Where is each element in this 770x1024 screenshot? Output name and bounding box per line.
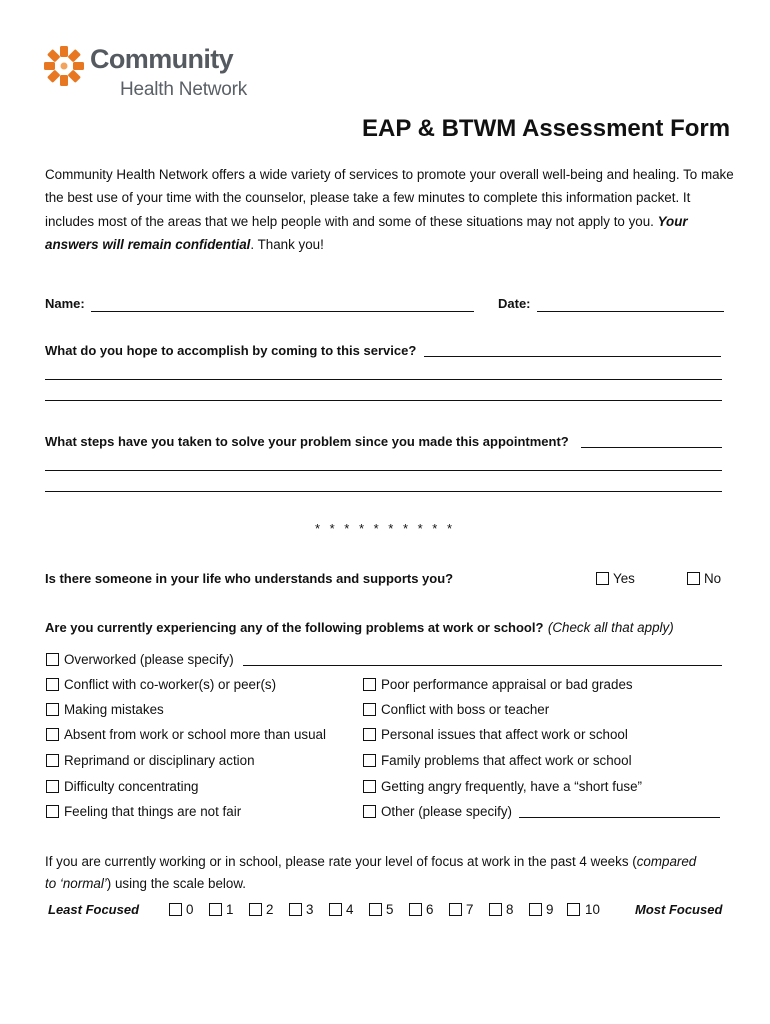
focus-scale-label: 5 <box>386 902 394 917</box>
problem-right-checkbox[interactable] <box>363 703 376 716</box>
most-focused-label: Most Focused <box>635 902 723 917</box>
problem-right-label: Personal issues that affect work or school <box>381 727 628 742</box>
problem-left-label: Reprimand or disciplinary action <box>64 753 255 768</box>
least-focused-label: Least Focused <box>48 902 140 917</box>
focus-italic-2: to ‘normal’ <box>45 876 107 891</box>
problem-overworked-label: Overworked (please specify) <box>64 652 234 667</box>
focus-scale-label: 2 <box>266 902 274 917</box>
name-field[interactable] <box>91 311 474 312</box>
problem-left-label: Making mistakes <box>64 702 164 717</box>
problems-question: Are you currently experiencing any of the following problems at work or school? <box>45 620 544 635</box>
problems-question-row <box>45 619 674 637</box>
intro-closing: . Thank you! <box>250 236 324 252</box>
intro-confidential: Your answers will remain confidential <box>45 213 688 252</box>
problem-right-label: Poor performance appraisal or bad grades <box>381 677 633 692</box>
support-yes-checkbox[interactable] <box>596 572 609 585</box>
focus-text-1: If you are currently working or in school, please rate your level of focus at work in the past 4 weeks ( <box>45 854 637 869</box>
focus-scale-label: 9 <box>546 902 554 917</box>
steps-field-2[interactable] <box>45 470 722 471</box>
problem-right-checkbox[interactable] <box>363 754 376 767</box>
problem-other-label: Other (please specify) <box>381 804 512 819</box>
focus-scale-checkbox[interactable] <box>169 903 182 916</box>
focus-scale-checkbox[interactable] <box>289 903 302 916</box>
logo-community-text: Community <box>90 44 234 74</box>
focus-scale-label: 7 <box>466 902 474 917</box>
focus-scale-label: 6 <box>426 902 434 917</box>
problem-right-checkbox[interactable] <box>363 780 376 793</box>
logo-health-network-text: Health Network <box>120 79 248 100</box>
focus-scale-checkbox[interactable] <box>369 903 382 916</box>
name-label: Name: <box>45 296 85 311</box>
date-field[interactable] <box>537 311 724 312</box>
accomplish-field-3[interactable] <box>45 400 722 401</box>
focus-scale-label: 4 <box>346 902 354 917</box>
focus-scale-label: 1 <box>226 902 234 917</box>
focus-scale-label: 8 <box>506 902 514 917</box>
problem-left-label: Feeling that things are not fair <box>64 804 242 819</box>
problem-left-checkbox[interactable] <box>46 728 59 741</box>
problem-left-checkbox[interactable] <box>46 703 59 716</box>
focus-italic-1: compared <box>636 854 697 869</box>
section-separator: * * * * * * * * * * <box>314 521 456 536</box>
community-logo-icon <box>42 44 86 88</box>
focus-scale-checkbox[interactable] <box>249 903 262 916</box>
accomplish-field-2[interactable] <box>45 379 722 380</box>
steps-field-3[interactable] <box>45 491 722 492</box>
accomplish-field-1[interactable] <box>424 356 721 357</box>
overworked-specify-field[interactable] <box>243 665 722 666</box>
problem-right-checkbox[interactable] <box>363 678 376 691</box>
focus-scale-checkbox[interactable] <box>567 903 580 916</box>
steps-question: What steps have you taken to solve your problem since you made this appointment? <box>45 434 569 449</box>
problem-right-label: Conflict with boss or teacher <box>381 702 550 717</box>
focus-scale-checkbox[interactable] <box>329 903 342 916</box>
problems-hint: (Check all that apply) <box>547 620 674 635</box>
focus-scale-label: 0 <box>186 902 194 917</box>
steps-field-1[interactable] <box>581 447 722 448</box>
support-no-checkbox[interactable] <box>687 572 700 585</box>
problem-left-label: Difficulty concentrating <box>64 779 199 794</box>
problem-overworked-checkbox[interactable] <box>46 653 59 666</box>
intro-text: Community Health Network offers a wide variety of services to promote your overall well-being and healing. To make the best use of your time with the counselor, please take a few minutes to complete this information packet. It includes most of the areas that we help people with and some of these situations may not apply to you. <box>45 167 734 229</box>
problem-left-label: Conflict with co-worker(s) or peer(s) <box>64 677 277 692</box>
problem-left-checkbox[interactable] <box>46 780 59 793</box>
accomplish-question: What do you hope to accomplish by coming to this service? <box>45 343 417 358</box>
problem-left-label: Absent from work or school more than usual <box>64 727 326 742</box>
support-no-label: No <box>704 571 722 586</box>
support-yes-label: Yes <box>613 571 635 586</box>
date-label: Date: <box>498 296 531 311</box>
other-specify-field[interactable] <box>519 817 720 818</box>
problem-other-checkbox[interactable] <box>363 805 376 818</box>
support-question: Is there someone in your life who understands and supports you? <box>45 571 454 586</box>
focus-scale-checkbox[interactable] <box>209 903 222 916</box>
problem-left-checkbox[interactable] <box>46 754 59 767</box>
focus-scale-checkbox[interactable] <box>529 903 542 916</box>
focus-scale-checkbox[interactable] <box>409 903 422 916</box>
focus-scale-checkbox[interactable] <box>449 903 462 916</box>
focus-text-2: ) using the scale below. <box>106 876 246 891</box>
focus-scale-label: 10 <box>585 902 600 917</box>
problem-left-checkbox[interactable] <box>46 805 59 818</box>
focus-scale-label: 3 <box>306 902 314 917</box>
focus-instructions <box>45 851 735 895</box>
intro-paragraph <box>45 163 735 256</box>
focus-scale-checkbox[interactable] <box>489 903 502 916</box>
problem-right-label: Family problems that affect work or school <box>381 753 632 768</box>
problem-left-checkbox[interactable] <box>46 678 59 691</box>
problem-right-checkbox[interactable] <box>363 728 376 741</box>
problem-right-label: Getting angry frequently, have a “short fuse” <box>381 779 643 794</box>
page-title: EAP & BTWM Assessment Form <box>362 115 731 142</box>
